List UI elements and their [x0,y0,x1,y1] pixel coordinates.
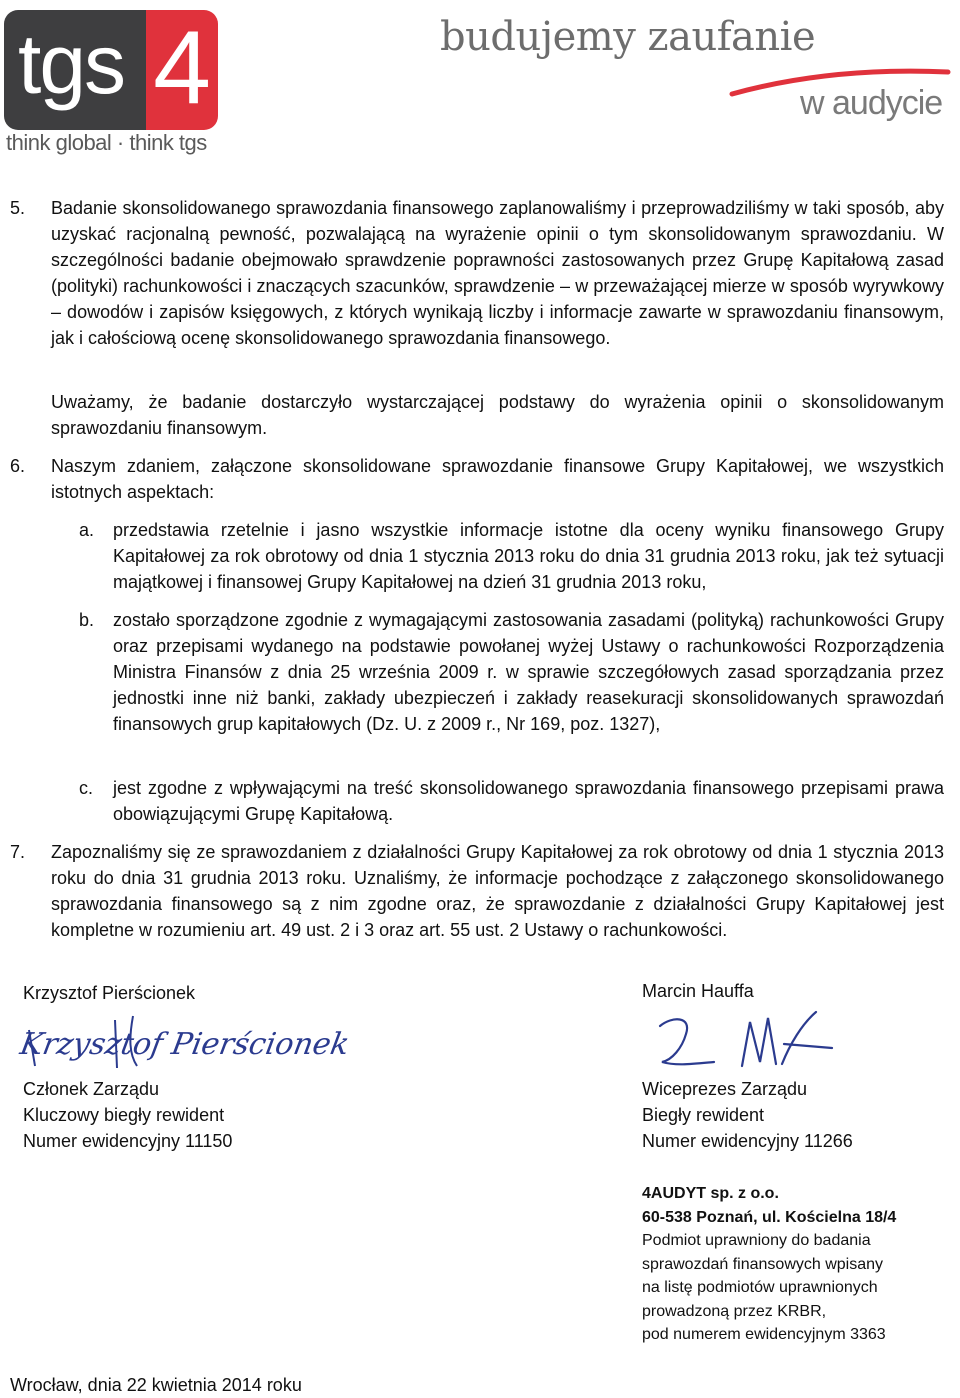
list-item-a: przedstawia rzetelnie i jasno wszystkie informacje istotne dla oceny wyniku finansowego Grupy Kapitałowej za rok obrotowy od dnia 1 stycznia 2013 roku do dnia 31 grudnia 2013 roku, jak też sytuacji majątkowej i finansowej Grupy Kapitałowej na dzień 31 grudnia 2013 roku, [113,520,944,592]
firm-line-1: Podmiot uprawniony do badania [642,1232,871,1249]
signatory-right-role: Wiceprezes Zarządu [642,1079,808,1099]
signatory-right-name: Marcin Hauffa [642,981,754,1001]
section-6-intro: Naszym zdaniem, załączone skonsolidowane sprawozdanie finansowe Grupy Kapitałowej, we wszystkich istotnych aspektach: [51,456,944,502]
company-logo [4,10,218,130]
signatory-left-name: Krzysztof Pierścionek [23,983,196,1003]
tagline-sub: w audycie [800,84,943,122]
tagline-main: budujemy zaufanie [440,14,816,60]
signature-right-image [652,1004,842,1072]
section-number-5: 5. [10,198,26,218]
signatory-left-registry: Numer ewidencyjny 11150 [23,1131,233,1151]
svg-text:Krzysztof Pierścionek: Krzysztof Pierścionek [17,1027,352,1062]
signatory-right-title: Biegły rewident [642,1105,765,1125]
firm-line-3: na listę podmiotów uprawnionych [642,1279,878,1296]
firm-address: 60-538 Poznań, ul. Kościelna 18/4 [642,1208,897,1226]
section-7-paragraph: Zapoznaliśmy się ze sprawozdaniem z działalności Grupy Kapitałowej za rok obrotowy od dnia 1 stycznia 2013 roku do dnia 31 grudnia 2013 roku. Uznaliśmy, że informacje pochodzące z załączonego skonsolidowanego sprawozdania finansowego są z nim zgodne oraz, że sprawozdanie z działalności Grupy Kapitałowej jest kompletne w rozumieniu art. 49 ust. 2 i 3 oraz art. 55 ust. 2 Ustawy o rachunkowości. [51,842,944,940]
section-number-7: 7. [10,842,26,862]
list-item-label-b: b. [79,610,95,630]
signatory-right-registry: Numer ewidencyjny 11266 [642,1131,853,1151]
place-and-date: Wrocław, dnia 22 kwietnia 2014 roku [10,1375,302,1395]
logo-number: 4 [153,10,211,126]
firm-line-2: sprawozdań finansowych wpisany [642,1255,884,1273]
signatory-left-role: Członek Zarządu [23,1079,160,1099]
logo-slogan: think global · think tgs [6,130,207,155]
signature-left-image [17,1008,352,1076]
section-5-paragraph-1: Badanie skonsolidowanego sprawozdania finansowego zaplanowaliśmy i przeprowadziliśmy w taki sposób, aby uzyskać racjonalną pewność, pozwalającą na wyrażenie opinii o tym skonsolidowanym sprawozdaniu. W szczególności badanie obejmowało sprawdzenie poprawności zastosowanych przez Grupę Kapitałową zasad (polityki) rachunkowości i znaczących szacunków, sprawdzenie – w przeważającej mierze w sposób wyrywkowy – dowodów i zapisów księgowych, z których wynikają liczby i informacje zawarte w sprawozdaniu finansowym, jak i całościową ocenę skonsolidowanego sprawozdania finansowego. [51,198,944,348]
logo-text: tgs [18,17,125,111]
firm-line-5: pod numerem ewidencyjnym 3363 [642,1326,886,1343]
signatory-left-title: Kluczowy biegły rewident [23,1105,225,1125]
firm-name: 4AUDYT sp. z o.o. [642,1185,779,1202]
firm-line-4: prowadzoną przez KRBR, [642,1302,827,1320]
list-item-label-a: a. [79,520,95,540]
section-number-6: 6. [10,456,26,476]
list-item-c: jest zgodne z wpływającymi na treść skonsolidowanego sprawozdania finansowego przepisami prawa obowiązującymi Grupę Kapitałową. [113,778,944,824]
list-item-label-c: c. [79,778,94,798]
section-5-paragraph-2: Uważamy, że badanie dostarczyło wystarczającej podstawy do wyrażenia opinii o skonsolidowanym sprawozdaniu finansowym. [51,392,944,438]
list-item-b: zostało sporządzone zgodnie z wymagającymi zastosowania zasadami (polityką) rachunkowości Grupy oraz przepisami wydanego na podstawie powołanej wyżej Ustawy o rachunkowości Rozporządzenia Ministra Finansów z dnia 25 września 2009 r. w sprawie szczegółowych zasad sporządzania przez jednostki inne niż banki, zakłady ubezpieczeń i zakłady reasekuracji skonsolidowanych sprawozdań finansowych grup kapitałowych (Dz. U. z 2009 r., Nr 169, poz. 1327), [113,610,944,734]
firm-info [642,1182,896,1347]
